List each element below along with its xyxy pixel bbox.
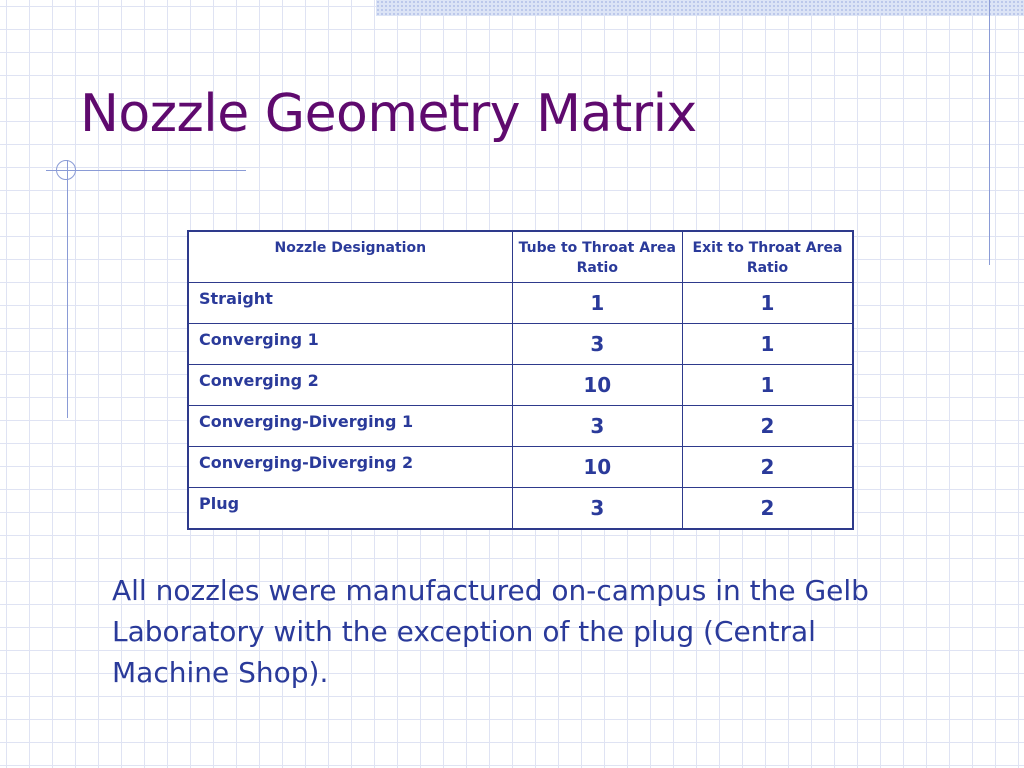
table-row: [188, 406, 853, 447]
table-row: [188, 488, 853, 530]
right-decorative-line: [989, 0, 990, 265]
slide-title: Nozzle Geometry Matrix: [80, 84, 697, 144]
table-header-row: [188, 231, 853, 283]
row-name: Converging 2: [188, 365, 512, 406]
table-row: [188, 283, 853, 324]
row-tube-ratio: 1: [512, 283, 682, 324]
manufacturing-note: All nozzles were manufactured on-campus in the Gelb Laboratory with the exception of the plug (Central Machine Shop).: [112, 574, 869, 689]
left-decorative-line: [67, 160, 68, 418]
row-name: Plug: [188, 488, 512, 530]
row-name: Converging-Diverging 2: [188, 447, 512, 488]
row-exit-ratio: 2: [683, 488, 854, 530]
row-exit-ratio: 2: [683, 447, 854, 488]
table-row: [188, 365, 853, 406]
row-exit-ratio: 1: [683, 283, 854, 324]
row-tube-ratio: 10: [512, 447, 682, 488]
row-exit-ratio: 2: [683, 406, 854, 447]
row-name: Straight: [188, 283, 512, 324]
row-tube-ratio: 3: [512, 488, 682, 530]
row-name: Converging 1: [188, 324, 512, 365]
top-decorative-band: [376, 0, 1024, 16]
header-exit-to-throat: Exit to Throat Area Ratio: [683, 231, 854, 283]
row-tube-ratio: 3: [512, 406, 682, 447]
title-underline: [46, 170, 246, 171]
row-tube-ratio: 3: [512, 324, 682, 365]
header-tube-to-throat: Tube to Throat Area Ratio: [512, 231, 682, 283]
row-tube-ratio: 10: [512, 365, 682, 406]
header-nozzle-designation: Nozzle Designation: [188, 231, 512, 283]
row-exit-ratio: 1: [683, 365, 854, 406]
table-row: [188, 447, 853, 488]
decorative-circle-icon: [56, 160, 76, 180]
row-exit-ratio: 1: [683, 324, 854, 365]
nozzle-geometry-table: [187, 230, 854, 530]
row-name: Converging-Diverging 1: [188, 406, 512, 447]
table-row: [188, 324, 853, 365]
